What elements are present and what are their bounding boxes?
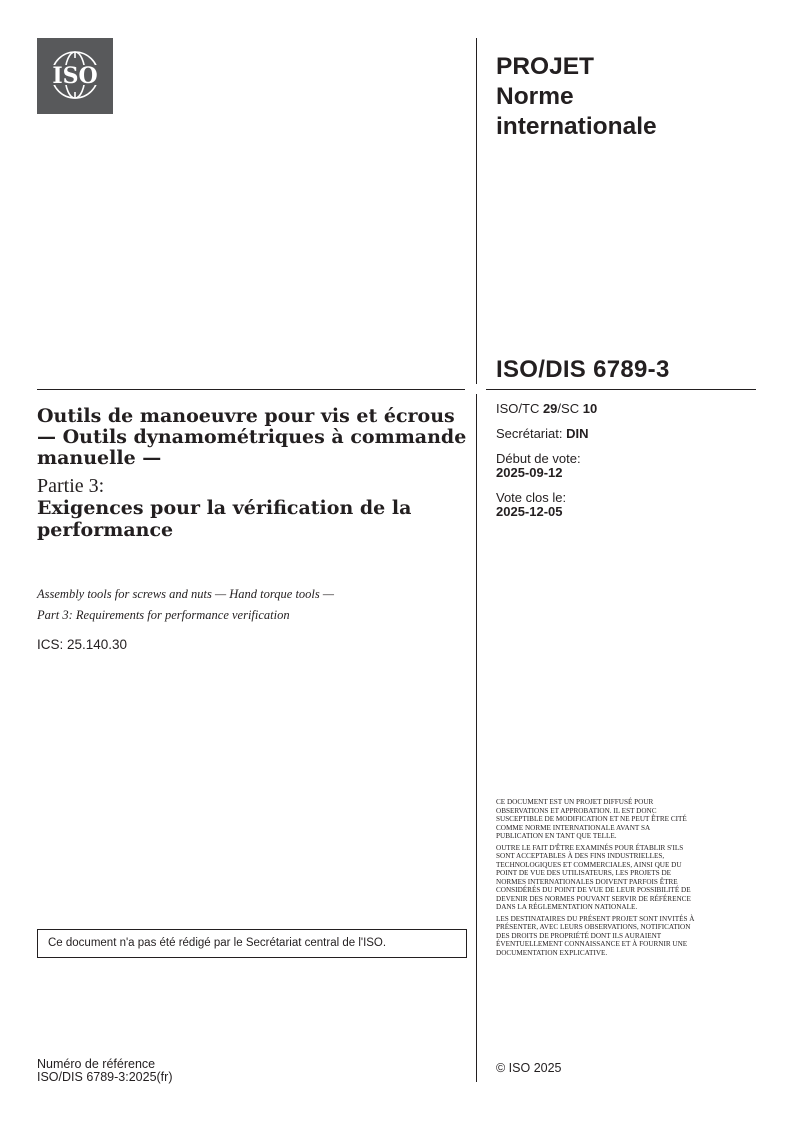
secretariat	[496, 427, 756, 441]
disclaimer-paragraph-1: CE DOCUMENT EST UN PROJET DIFFUSÉ POUR OBSERVATIONS ET APPROBATION. IL EST DONC SUSCEPTIBLE DE MODIFICATION ET NE PEUT ÊTRE CITÉ COMME NORME INTERNATIONALE AVANT SA PUBLICATION EN TANT QUE TELLE.	[496, 798, 687, 840]
vote-start-date: 2025-09-12	[496, 465, 563, 480]
english-title	[37, 584, 467, 626]
sc-prefix: /SC	[557, 401, 583, 416]
vote-end-date: 2025-12-05	[496, 504, 563, 519]
vote-start	[496, 452, 756, 480]
ics-code: ICS: 25.140.30	[37, 637, 128, 652]
vertical-divider-bottom	[476, 394, 477, 1082]
disclaimer-paragraph-3: LES DESTINATAIRES DU PRÉSENT PROJET SONT INVITÉS À PRÉSENTER, AVEC LEURS OBSERVATIONS, NOTIFICATION DES DROITS DE PROPRIÉTÉ DONT ILS AURAIENT ÉVENTUELLEMENT CONNAISSANCE ET À FOURNIR UNE DOCUMENTATION EXPLICATIVE.	[496, 914, 695, 957]
reference-label: Numéro de référence	[37, 1057, 156, 1071]
disclaimer-paragraph-2: OUTRE LE FAIT D'ÊTRE EXAMINÉS POUR ÉTABLIR S'ILS SONT ACCEPTABLES À DES FINS INDUSTRIELLES, TECHNOLOGIQUES ET COMMERCIALES, AINSI QUE DU POINT DE VUE DES UTILISATEURS, LES PROJETS DE NORMES INTERNATIONALES DOIVENT PARFOIS ÊTRE CONSIDÉRÉS DU POINT DE VUE DE LEUR POSSIBILITÉ DE DEVENIR DES NORMES POUVANT SERVIR DE RÉFÉRENCE DANS LA RÉGLEMENTATION NATIONALE.	[496, 843, 691, 911]
reference-number	[37, 1058, 172, 1084]
english-title-line-1: Assembly tools for screws and nuts — Hand torque tools —	[37, 587, 334, 601]
status-line-3: internationale	[496, 113, 657, 140]
iso-logo	[37, 38, 113, 114]
draft-disclaimer	[496, 798, 696, 960]
standard-number: ISO/DIS 6789-3	[496, 356, 670, 383]
secretariat-notice: Ce document n'a pas été rédigé par le Secrétariat central de l'ISO.	[37, 929, 467, 958]
status-line-2: Norme	[496, 83, 574, 110]
sc-number: 10	[582, 401, 598, 416]
svg-text:ISO: ISO	[52, 63, 98, 89]
horizontal-divider-right	[486, 389, 756, 390]
horizontal-divider-left	[37, 389, 465, 390]
tc-prefix: ISO/TC	[496, 401, 543, 416]
vertical-divider-top	[476, 38, 477, 384]
reference-value: ISO/DIS 6789-3:2025(fr)	[37, 1070, 173, 1084]
document-status	[496, 52, 756, 142]
committee	[496, 402, 756, 416]
tc-number: 29	[542, 401, 558, 416]
secretariat-label: Secrétariat:	[496, 426, 567, 441]
part-title: Exigences pour la vérification de la performance	[37, 497, 412, 541]
document-title: Outils de manoeuvre pour vis et écrous — Outils dynamométriques à commande manuelle —	[37, 405, 467, 469]
iso-logo-icon	[37, 38, 113, 114]
vote-end-label: Vote clos le:	[496, 490, 567, 505]
copyright: © ISO 2025	[496, 1061, 562, 1075]
vote-end	[496, 491, 756, 519]
secretariat-value: DIN	[566, 426, 589, 441]
english-title-line-2: Part 3: Requirements for performance verification	[37, 608, 290, 622]
part-label: Partie 3:	[37, 475, 105, 497]
vote-start-label: Début de vote:	[496, 451, 581, 466]
status-line-1: PROJET	[496, 53, 595, 80]
document-metadata	[496, 402, 756, 530]
